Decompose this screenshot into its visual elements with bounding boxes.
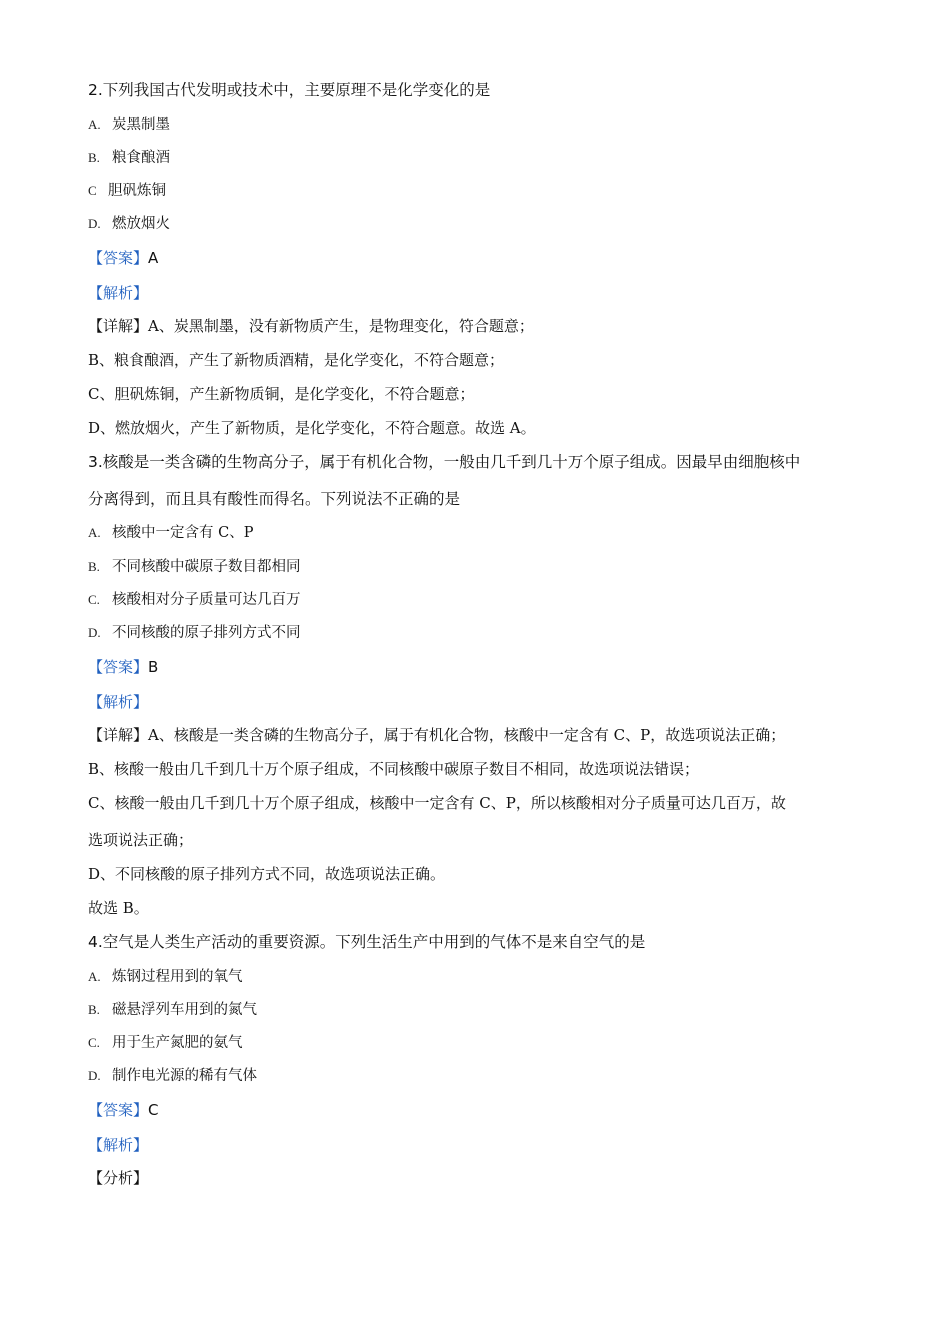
option-a: A. 炭黑制墨 — [88, 117, 170, 133]
detail-tag: 【详解】 — [88, 726, 149, 744]
analysis-tag: 【解析】 — [88, 693, 149, 711]
option-a: A. 炼钢过程用到的氧气 — [88, 969, 243, 985]
option-c: C 胆矾炼铜 — [88, 183, 166, 199]
detail-line: B、核酸一般由几千到几十万个原子组成，不同核酸中碳原子数目不相同，故选项说法错误； — [88, 760, 700, 778]
answer-tag: 【答案】 — [88, 1101, 149, 1119]
option-b: B. 磁悬浮列车用到的氮气 — [88, 1002, 257, 1018]
detail-line: 【详解】A、炭黑制墨，没有新物质产生，是物理变化，符合题意； — [88, 317, 534, 335]
option-d: D. 制作电光源的稀有气体 — [88, 1068, 257, 1084]
question-number: 3. — [88, 453, 103, 471]
option-d: D. 不同核酸的原子排列方式不同 — [88, 625, 301, 641]
answer-tag: 【答案】 — [88, 658, 149, 676]
question-3-stem: 3.核酸是一类含磷的生物高分子，属于有机化合物，一般由几千到几十万个原子组成。因最早由细胞核中 — [88, 453, 801, 471]
option-b: B. 粮食酿酒 — [88, 150, 170, 166]
question-number: 4. — [88, 933, 103, 951]
option-c: C. 用于生产氮肥的氨气 — [88, 1035, 243, 1051]
answer-line — [88, 248, 158, 268]
answer-line — [88, 1100, 159, 1120]
conclusion-line: 故选 B。 — [88, 899, 149, 917]
detail-line: C、核酸一般由几千到几十万个原子组成，核酸中一定含有 C、P，所以核酸相对分子质量可达几百万，故 — [88, 794, 786, 812]
question-number: 2. — [88, 81, 103, 99]
detail-line: D、不同核酸的原子排列方式不同，故选项说法正确。 — [88, 865, 446, 883]
answer-value: A — [148, 249, 159, 267]
detail-line: D、燃放烟火，产生了新物质，是化学变化，不符合题意。故选 A。 — [88, 419, 536, 437]
answer-value: B — [148, 658, 159, 676]
detail-line: 【详解】A、核酸是一类含磷的生物高分子，属于有机化合物，核酸中一定含有 C、P，故选项说法正确； — [88, 726, 786, 744]
detail-tag: 【详解】 — [88, 317, 149, 335]
question-4-stem: 4.空气是人类生产活动的重要资源。下列生活生产中用到的气体不是来自空气的是 — [88, 933, 646, 951]
option-a: A. 核酸中一定含有 C、P — [88, 525, 254, 541]
answer-tag: 【答案】 — [88, 249, 149, 267]
analysis-tag: 【解析】 — [88, 1136, 149, 1154]
detail-line: B、粮食酿酒，产生了新物质酒精，是化学变化，不符合题意； — [88, 351, 505, 369]
answer-value: C — [148, 1101, 159, 1119]
option-c: C. 核酸相对分子质量可达几百万 — [88, 592, 301, 608]
extra-analysis-tag: 【分析】 — [88, 1169, 149, 1187]
option-d: D. 燃放烟火 — [88, 216, 170, 232]
detail-line: 选项说法正确； — [88, 831, 194, 849]
analysis-tag: 【解析】 — [88, 284, 149, 302]
answer-line — [88, 657, 158, 677]
question-3-stem-cont: 分离得到，而且具有酸性而得名。下列说法不正确的是 — [88, 490, 461, 508]
question-2-stem: 2.下列我国古代发明或技术中，主要原理不是化学变化的是 — [88, 81, 491, 99]
option-b: B. 不同核酸中碳原子数目都相同 — [88, 559, 301, 575]
detail-line: C、胆矾炼铜，产生新物质铜，是化学变化，不符合题意； — [88, 385, 475, 403]
